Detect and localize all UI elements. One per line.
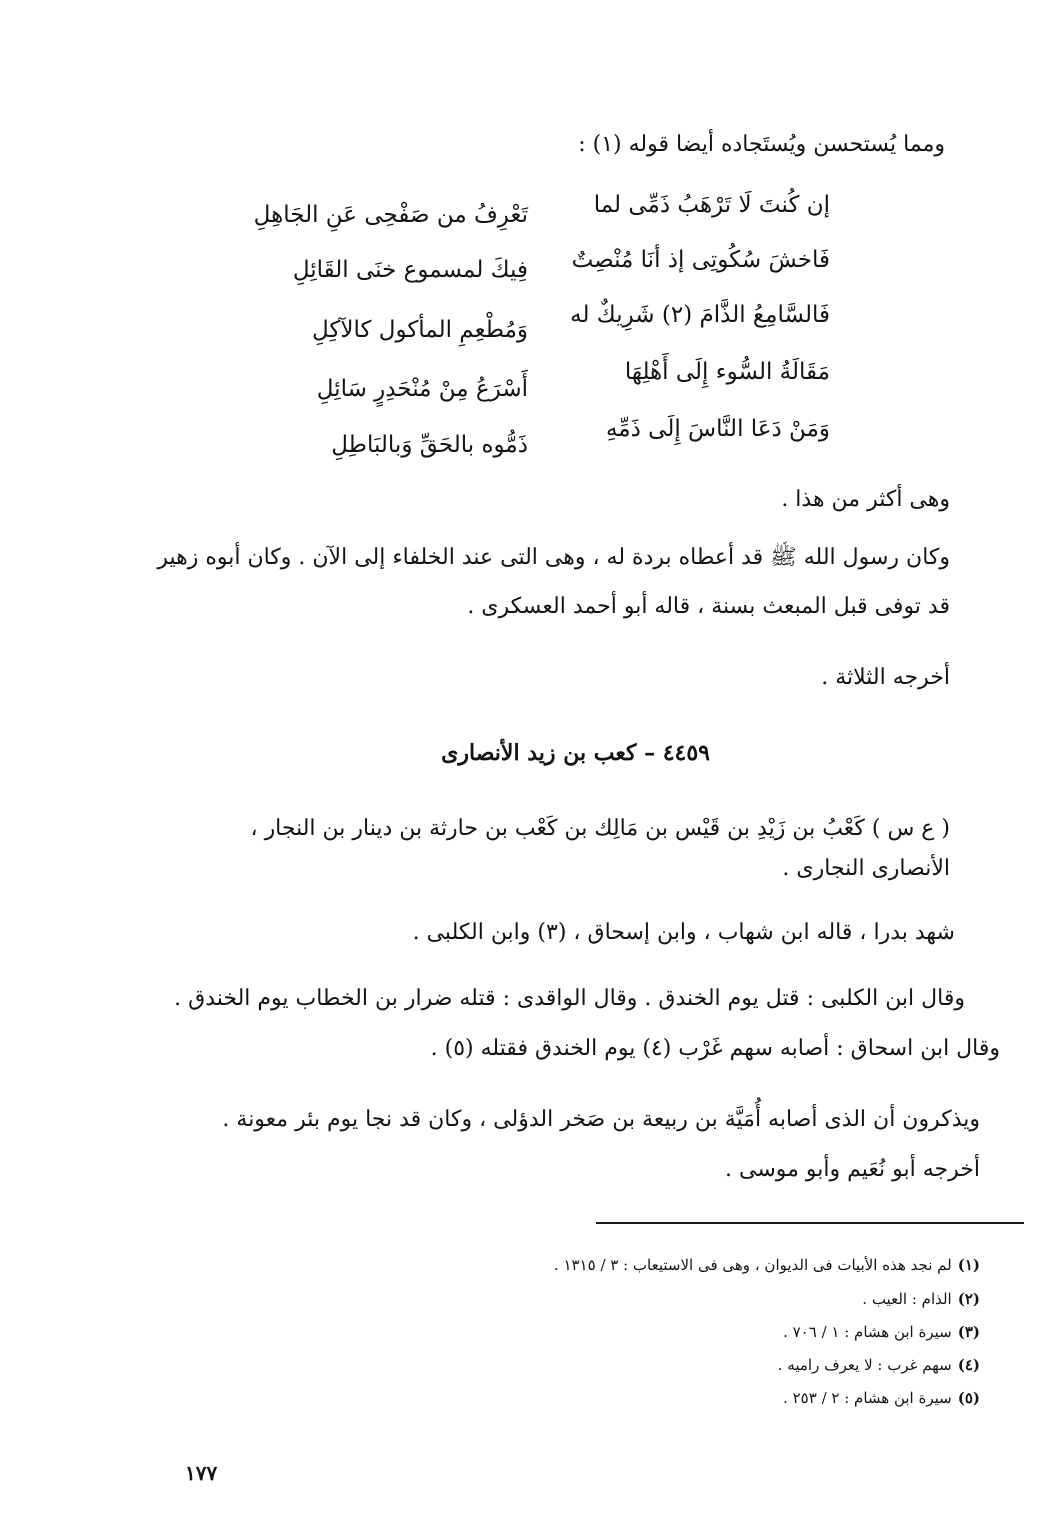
intro-line: ومما يُستحسن ويُستَجاده أيضا قوله (١) : <box>578 132 945 157</box>
footnote-2 <box>862 1288 980 1310</box>
footnote-2-number: (٢) <box>957 1290 980 1308</box>
verse-4-second-hemistich: أَسْرَعُ مِنْ مُنْحَدِرٍ سَائِلِ <box>316 376 528 402</box>
footnote-1-text: لم نجد هذه الأبيات فى الديوان ، وهى فى الاستيعاب : ٣ / ١٣١٥ . <box>553 1256 952 1274</box>
paragraph-1-line-1: وكان رسول الله ﷺ قد أعطاه بردة له ، وهى التى عند الخلفاء إلى الآن . وكان أبوه زهير <box>157 545 950 570</box>
entry-line-1: ( ع س ) كَعْبُ بن زَيْدِ بن قَيْس بن مَالِك بن كَعْب بن حارثة بن دينار بن النجار ، <box>250 816 950 841</box>
footnote-5 <box>783 1387 980 1409</box>
entry-line-5: وقال ابن اسحاق : أصابه سهم غَرْب (٤) يوم الخندق فقتله (٥) . <box>430 1036 1000 1061</box>
footnote-5-number: (٥) <box>957 1389 980 1407</box>
entry-line-4: وقال ابن الكلبى : قتل يوم الخندق . وقال الواقدى : قتله ضرار بن الخطاب يوم الخندق . <box>174 986 965 1011</box>
verse-2-first-hemistich: فَاخشَ سُكُوتِى إذ أنَا مُنْصِتٌ <box>571 247 830 273</box>
page-number: ١٧٧ <box>185 1461 218 1485</box>
entry-line-7: أخرجه أبو نُعَيم وأبو موسى . <box>725 1157 980 1182</box>
entry-line-3: شهد بدرا ، قاله ابن شهاب ، وابن إسحاق ، (٣) وابن الكلبى . <box>412 920 955 945</box>
footnote-1-number: (١) <box>957 1256 980 1274</box>
verse-5-second-hemistich: ذَمُّوه بالحَقِّ وَبالبَاطِلِ <box>331 432 528 458</box>
verse-3-first-hemistich: فَالسَّامِعُ الذَّامَ (٢) شَرِيكٌ له <box>570 302 830 328</box>
more-line: وهى أكثر من هذا . <box>781 487 950 512</box>
entry-heading: ٤٤٥٩ – كعب بن زيد الأنصارى <box>441 740 710 766</box>
footnote-3 <box>783 1321 980 1343</box>
paragraph-1-line-2: قد توفى قبل المبعث بسنة ، قاله أبو أحمد العسكرى . <box>467 594 950 619</box>
footnote-divider <box>596 1222 1024 1224</box>
footnote-3-text: سيرة ابن هشام : ١ / ٧٠٦ . <box>783 1323 952 1341</box>
verse-2-second-hemistich: فِيكَ لمسموع خنَى القَائِلِ <box>292 257 528 283</box>
verse-5-first-hemistich: وَمَنْ دَعَا النَّاسَ إِلَى ذَمِّهِ <box>605 416 830 442</box>
entry-line-2: الأنصارى النجارى . <box>782 856 950 881</box>
footnote-4-number: (٤) <box>957 1356 980 1374</box>
footnote-4 <box>778 1354 980 1376</box>
footnote-3-number: (٣) <box>957 1323 980 1341</box>
verse-4-first-hemistich: مَقَالَةُ السُّوء إِلَى أَهْلِهَا <box>624 359 830 385</box>
footnote-4-text: سهم غرب : لا يعرف راميه . <box>777 1356 952 1374</box>
footnote-5-text: سيرة ابن هشام : ٢ / ٢٥٣ . <box>783 1389 952 1407</box>
verse-1-first-hemistich: إن كُنتَ لَا تَرْهَبُ ذَمِّى لما <box>593 192 830 218</box>
verse-3-second-hemistich: وَمُطْعِمِ المأكول كالآكِلِ <box>311 317 528 343</box>
takhrij-line: أخرجه الثلاثة . <box>821 665 950 690</box>
footnote-2-text: الذام : العيب . <box>862 1290 952 1308</box>
verse-1-second-hemistich: تَعْرِفُ من صَفْحِى عَنِ الجَاهِلِ <box>253 202 528 228</box>
footnote-1 <box>554 1254 980 1276</box>
entry-line-6: ويذكرون أن الذى أصابه أُمَيَّة بن ربيعة بن صَخر الدؤلى ، وكان قد نجا يوم بئر معونة . <box>222 1107 980 1132</box>
